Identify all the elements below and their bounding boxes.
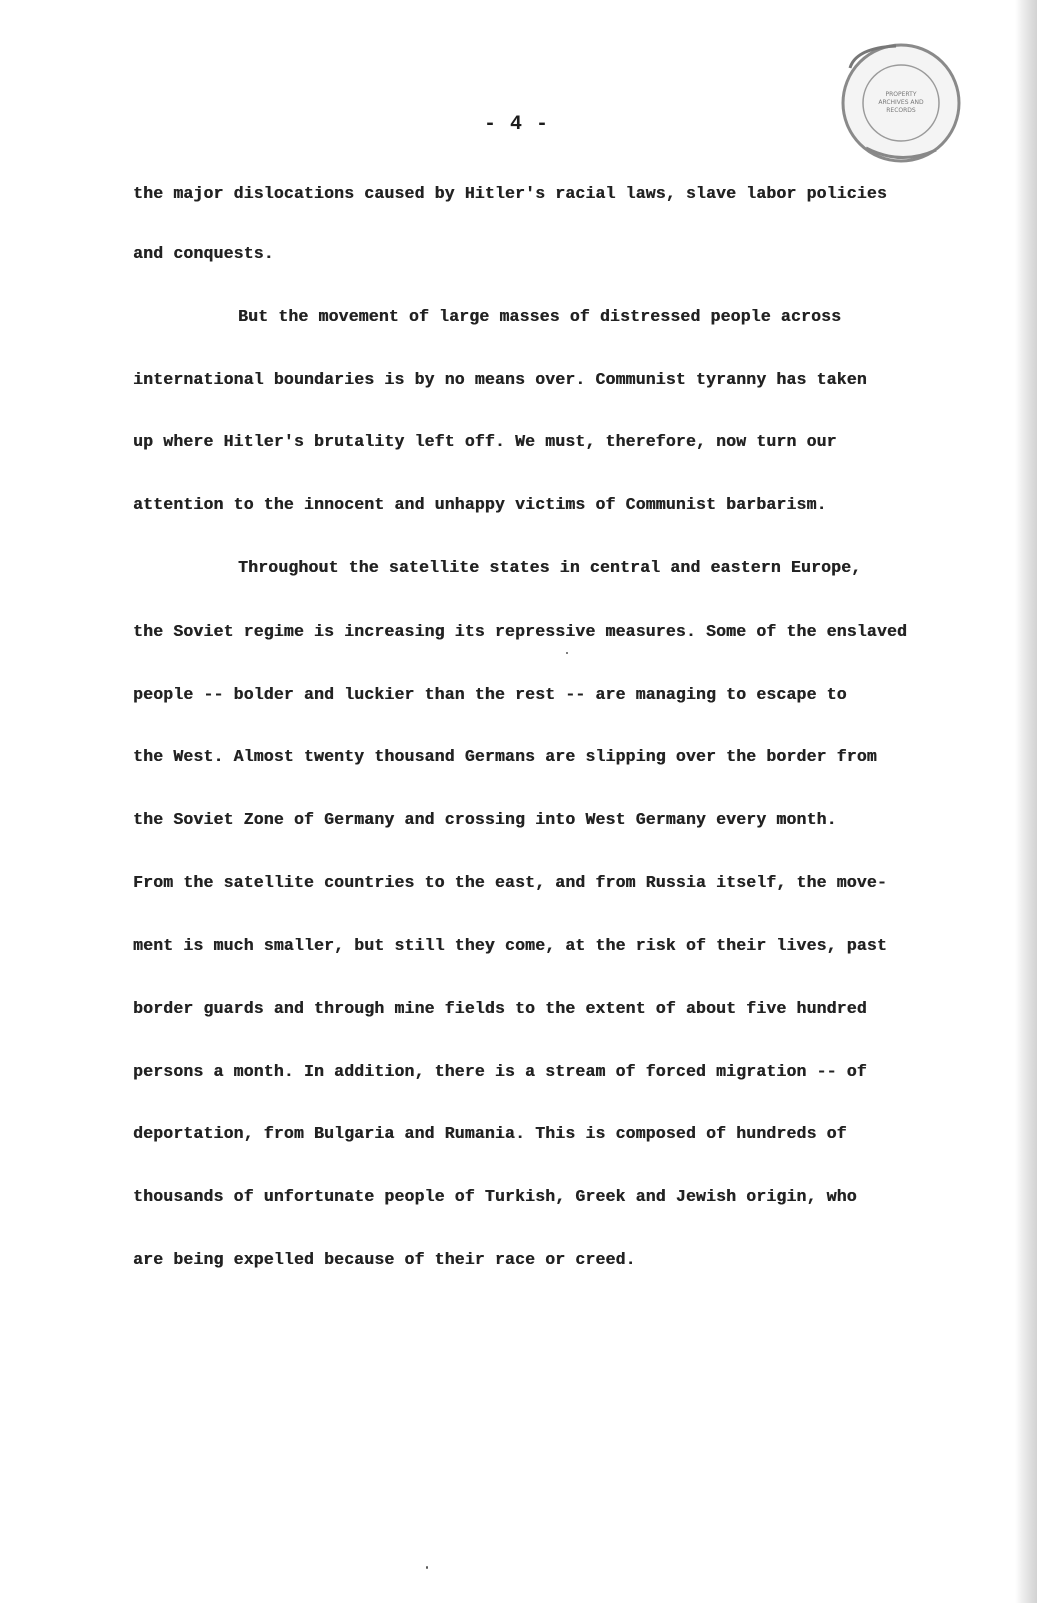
svg-text:ARCHIVES AND: ARCHIVES AND [878,99,924,106]
text-line: Throughout the satellite states in central and eastern Europe, [238,558,862,577]
text-line: From the satellite countries to the east, and from Russia itself, the move- [133,873,887,892]
text-line: up where Hitler's brutality left off. We must, therefore, now turn our [133,432,837,451]
text-line: are being expelled because of their race or creed. [133,1250,636,1269]
text-line: But the movement of large masses of distressed people across [238,307,842,326]
text-line: international boundaries is by no means over. Communist tyranny has taken [133,370,867,389]
text-line: the West. Almost twenty thousand Germans are slipping over the border from [133,747,877,766]
text-line: persons a month. In addition, there is a stream of forced migration -- of [133,1062,867,1081]
paper-speck [566,652,568,654]
text-line: the Soviet Zone of Germany and crossing into West Germany every month. [133,810,837,829]
text-line: and conquests. [133,244,274,263]
text-line: thousands of unfortunate people of Turkish, Greek and Jewish origin, who [133,1187,857,1206]
archive-stamp [836,38,966,168]
page-edge-shadow [1015,0,1037,1603]
page-number: - 4 - [484,113,550,136]
text-line: people -- bolder and luckier than the rest -- are managing to escape to [133,685,847,704]
text-line: the major dislocations caused by Hitler's racial laws, slave labor policies [133,184,887,203]
svg-text:PROPERTY: PROPERTY [885,91,917,98]
text-line: ment is much smaller, but still they come, at the risk of their lives, past [133,936,887,955]
svg-text:RECORDS: RECORDS [886,107,916,114]
text-line: the Soviet regime is increasing its repressive measures. Some of the enslaved [133,622,907,641]
paper-speck [426,1566,428,1569]
text-line: attention to the innocent and unhappy victims of Communist barbarism. [133,495,827,514]
text-line: border guards and through mine fields to the extent of about five hundred [133,999,867,1018]
text-line: deportation, from Bulgaria and Rumania. This is composed of hundreds of [133,1124,847,1143]
